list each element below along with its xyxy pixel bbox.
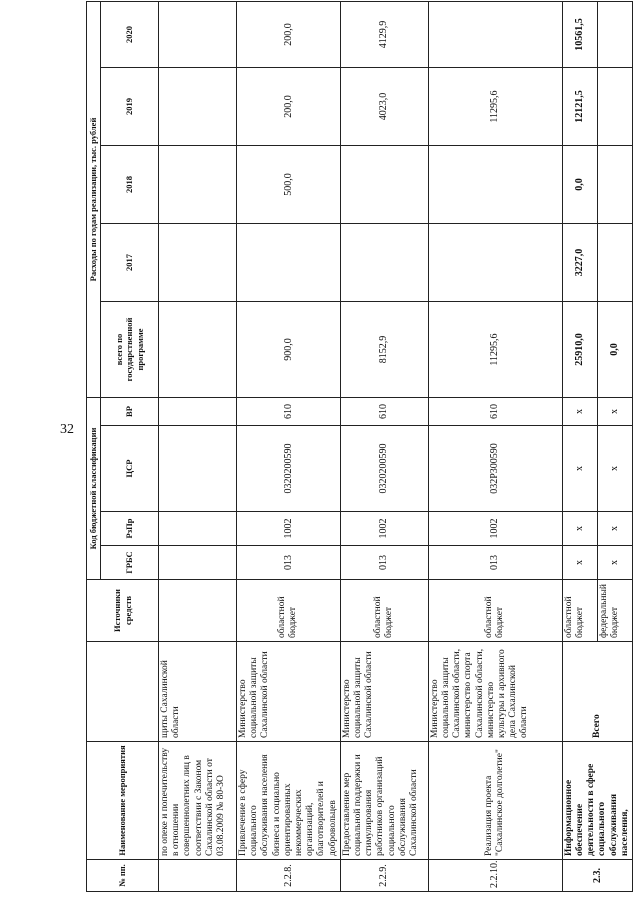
row-total: 8152,9 (340, 302, 428, 398)
row-num: 2.3. (562, 860, 632, 892)
header-total: всего по государственной программе (101, 302, 159, 398)
header-expense-group: Расходы по годам реализации, тыс. рублей (87, 1, 101, 397)
row-total: 0,0 (597, 302, 632, 398)
row-vr: 610 (428, 398, 562, 426)
header-grbs: ГРБС (101, 546, 159, 580)
row-vr: х (597, 398, 632, 426)
row-source: областной бюджет (562, 580, 597, 642)
page-number: 32 (60, 422, 74, 437)
row-2020: 10561,5 (562, 1, 597, 67)
row-grbs: 013 (237, 546, 341, 580)
header-code-group: Код бюджетной классификации (87, 398, 101, 580)
row-num (159, 860, 237, 892)
row-2017: 3227,0 (562, 224, 597, 302)
row-executor: щиты Сахалинской области (159, 642, 237, 742)
row-rzpr: 1002 (237, 512, 341, 546)
row-grbs: х (597, 546, 632, 580)
row-num: 2.2.9. (340, 860, 428, 892)
row-name: Предоставление мер социальной поддержки и стимулирования работников организаций социального обслуживания Сахалинской области (340, 742, 428, 860)
row-source: федеральный бюджет (597, 580, 632, 642)
header-name: Наименование мероприятия (87, 742, 159, 860)
row-2020 (428, 1, 562, 67)
header-source: Источники средств (87, 580, 159, 642)
table-row (159, 1, 237, 891)
row-2018: 500,0 (237, 146, 341, 224)
row-executor: Министерство социальной защиты Сахалинской области, министерство спорта Сахалинской области, министерство культуры и архивного дела Сахалинской области (428, 642, 562, 742)
row-2018 (340, 146, 428, 224)
row-2020: 4129,9 (340, 1, 428, 67)
row-vr: х (562, 398, 597, 426)
row-source: областной бюджет (340, 580, 428, 642)
row-csr: 0320200590 (237, 426, 341, 512)
row-2018 (428, 146, 562, 224)
row-vr: 610 (237, 398, 341, 426)
row-2017 (237, 224, 341, 302)
row-2019 (159, 68, 237, 146)
row-grbs (159, 546, 237, 580)
row-source: областной бюджет (428, 580, 562, 642)
row-source (159, 580, 237, 642)
row-name: Реализация проекта "Сахалинское долголетие" (428, 742, 562, 860)
row-rzpr: х (562, 512, 597, 546)
table-row (340, 1, 428, 891)
row-2018: 0,0 (562, 146, 597, 224)
row-total: 900,0 (237, 302, 341, 398)
row-csr: 0320200590 (340, 426, 428, 512)
row-num: 2.2.8. (237, 860, 341, 892)
row-2017 (159, 224, 237, 302)
row-2019 (597, 68, 632, 146)
header-2017: 2017 (101, 224, 159, 302)
row-2017 (428, 224, 562, 302)
row-executor: Министерство социальной защиты Сахалинской области (340, 642, 428, 742)
row-rzpr: х (597, 512, 632, 546)
header-num: № пп. (87, 860, 159, 892)
table-row (562, 1, 597, 891)
row-executor: Министерство социальной защиты Сахалинской области (237, 642, 341, 742)
row-2019: 11295,6 (428, 68, 562, 146)
row-num: 2.2.10. (428, 860, 562, 892)
row-source: областной бюджет (237, 580, 341, 642)
row-2020 (159, 1, 237, 67)
row-2019: 4023,0 (340, 68, 428, 146)
rotated-table-container (86, 2, 630, 892)
row-vr (159, 398, 237, 426)
row-rzpr: 1002 (340, 512, 428, 546)
row-total (159, 302, 237, 398)
row-grbs: 013 (340, 546, 428, 580)
row-name: Информационное обеспечение деятельности в сфере социального обслуживания населения, (562, 742, 632, 860)
row-csr: х (597, 426, 632, 512)
row-grbs: х (562, 546, 597, 580)
row-name: Привлечение в сферу социального обслуживания населения бизнеса и социально ориентированных некоммерческих организаций, благотворителей и добровольцев (237, 742, 341, 860)
row-2019: 12121,5 (562, 68, 597, 146)
row-name: по опеке и попечительству в отношении совершеннолетних лиц в соответствии с Законом Сахалинской области от 03.08.2009 № 80-ЗО (159, 742, 237, 860)
row-2017 (340, 224, 428, 302)
row-2020 (597, 1, 632, 67)
header-2018: 2018 (101, 146, 159, 224)
row-2020: 200,0 (237, 1, 341, 67)
row-csr: 032P300590 (428, 426, 562, 512)
header-2020: 2020 (101, 1, 159, 67)
row-csr (159, 426, 237, 512)
table-row (428, 1, 562, 891)
row-2018 (597, 146, 632, 224)
row-2017 (597, 224, 632, 302)
row-2018 (159, 146, 237, 224)
row-total: 25910,0 (562, 302, 597, 398)
row-2019: 200,0 (237, 68, 341, 146)
row-vr: 610 (340, 398, 428, 426)
header-csr: ЦСР (101, 426, 159, 512)
header-rzpr: РзПр (101, 512, 159, 546)
row-total: 11295,6 (428, 302, 562, 398)
row-rzpr: 1002 (428, 512, 562, 546)
table-row (237, 1, 341, 891)
header-2019: 2019 (101, 68, 159, 146)
row-rzpr (159, 512, 237, 546)
row-csr: х (562, 426, 597, 512)
row-grbs: 013 (428, 546, 562, 580)
header-vr: ВР (101, 398, 159, 426)
row-executor: Всего (562, 642, 632, 742)
header-executor (87, 642, 159, 742)
budget-table (86, 1, 633, 892)
